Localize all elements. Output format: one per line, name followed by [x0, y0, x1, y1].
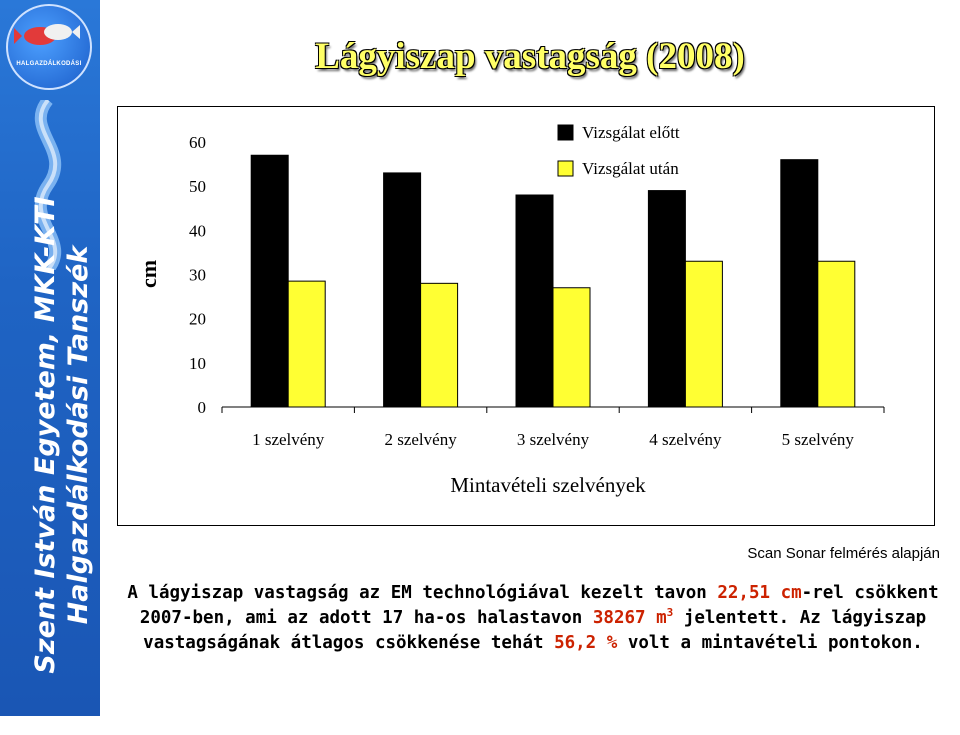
- sidebar-text-line1: Szent István Egyetem, MKK-KTI: [30, 196, 61, 674]
- bar-before-2: [384, 173, 421, 407]
- bar-after-5: [818, 261, 855, 407]
- y-tick-label: 60: [189, 133, 206, 152]
- sidebar-vertical-text: [29, 135, 99, 735]
- summary-value-volume: 38267: [592, 608, 646, 628]
- y-tick-label: 30: [189, 265, 206, 285]
- bar-after-4: [685, 261, 722, 407]
- y-tick-label: 20: [189, 309, 206, 329]
- page-title: Lágyiszap vastagság (2008): [315, 36, 745, 77]
- summary-part3: jelentett. Az lágyiszap vastagságának átlagos csökkenése tehát: [143, 608, 927, 653]
- bar-before-3: [516, 195, 553, 407]
- summary-part4: volt a mintavételi pontokon.: [617, 633, 923, 653]
- sidebar-banner: [0, 0, 100, 716]
- legend-swatch-1: [558, 125, 573, 140]
- bar-after-3: [553, 288, 590, 407]
- bar-after-2: [421, 283, 458, 407]
- y-tick-label: 40: [189, 221, 206, 241]
- summary-part1: A lágyiszap vastagság az EM technológiával kezelt tavon: [127, 583, 718, 603]
- x-tick-label: 5 szelvény: [781, 430, 854, 449]
- legend-swatch-2: [558, 161, 573, 176]
- x-tick-label: 2 szelvény: [384, 430, 457, 449]
- summary-part2: -rel csökkent 2007-ben, ami az adott 17 ha-os halastavon: [139, 583, 939, 628]
- summary-value-cm: 22,51: [717, 583, 771, 603]
- summary-unit-sup: 3: [666, 606, 674, 620]
- logo-text: HALGAZDÁLKODÁSI: [16, 61, 82, 67]
- bar-before-1: [251, 155, 288, 407]
- bar-chart: [118, 107, 936, 527]
- bar-before-5: [781, 160, 818, 407]
- legend-label-2: Vizsgálat után: [582, 159, 679, 178]
- y-tick-label: 10: [189, 353, 206, 373]
- summary-unit-cm: cm: [780, 583, 802, 603]
- x-axis-label: Mintavételi szelvények: [450, 473, 646, 497]
- y-tick-label: 0: [197, 398, 206, 417]
- y-tick-label: 50: [189, 177, 206, 197]
- university-logo: [6, 4, 92, 90]
- y-axis-label: cm: [136, 259, 161, 289]
- bar-before-4: [648, 191, 685, 407]
- x-tick-label: 4 szelvény: [649, 430, 722, 449]
- sidebar-text-line2: Halgazdálkodási Tanszék: [63, 245, 94, 625]
- source-caption: Scan Sonar felmérés alapján: [747, 545, 940, 562]
- fish-emblem-icon: [8, 6, 90, 56]
- legend-label-1: Vizsgálat előtt: [582, 123, 680, 142]
- x-tick-label: 3 szelvény: [516, 430, 590, 449]
- summary-text: [108, 581, 958, 656]
- summary-value-percent: 56,2 %: [554, 633, 618, 653]
- summary-unit-m: m: [656, 608, 667, 628]
- x-tick-label: 1 szelvény: [252, 430, 325, 449]
- chart-container: [117, 106, 935, 526]
- bar-after-1: [288, 281, 325, 407]
